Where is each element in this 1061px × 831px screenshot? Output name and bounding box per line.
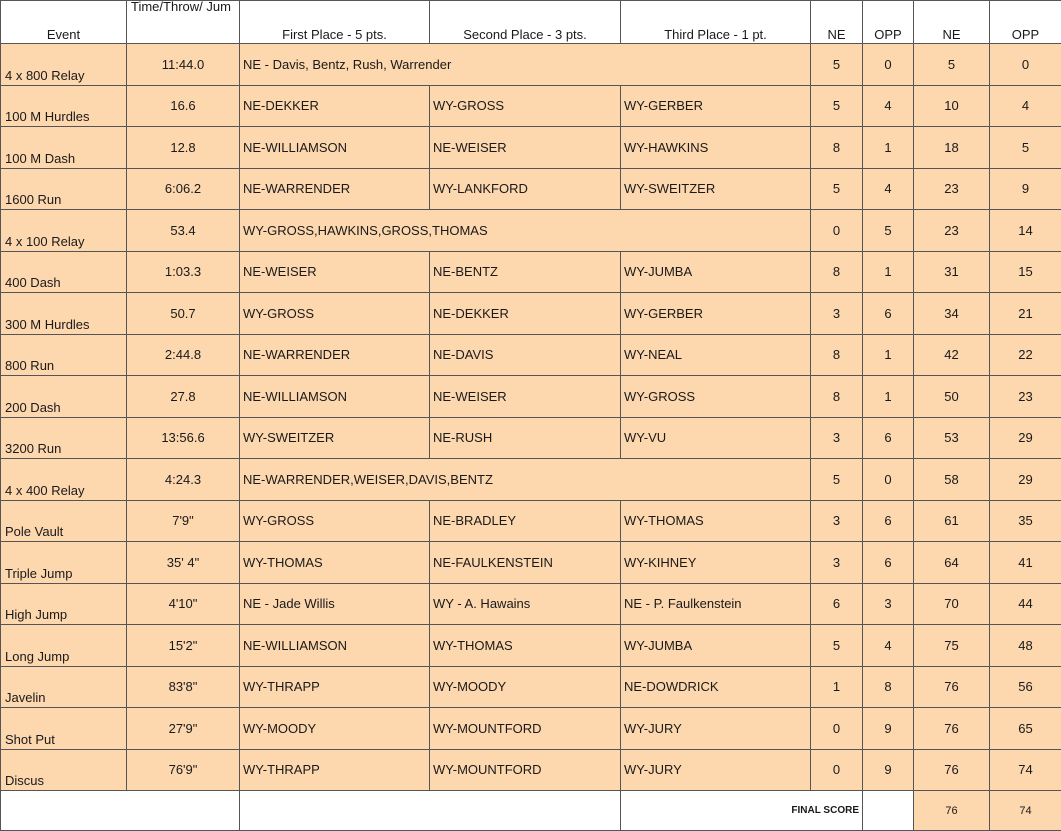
second-place: NE-BENTZ <box>430 251 621 293</box>
opp-running-total: 44 <box>990 583 1061 625</box>
event-mark: 13:56.6 <box>127 417 240 459</box>
third-place: WY-HAWKINS <box>621 127 811 169</box>
second-place: NE-RUSH <box>430 417 621 459</box>
event-mark: 27'9" <box>127 708 240 750</box>
opp-points: 9 <box>863 749 914 791</box>
opp-points: 9 <box>863 708 914 750</box>
final-score-opp: 74 <box>990 791 1061 831</box>
ne-points: 5 <box>811 85 863 127</box>
ne-running-total: 76 <box>914 749 990 791</box>
event-name: 3200 Run <box>1 417 127 459</box>
event-name: Shot Put <box>1 708 127 750</box>
opp-running-total: 41 <box>990 542 1061 584</box>
table-row <box>1 708 1061 750</box>
second-place: WY - A. Hawains <box>430 583 621 625</box>
event-name: Javelin <box>1 666 127 708</box>
ne-points: 0 <box>811 210 863 252</box>
header-third-place: Third Place - 1 pt. <box>621 1 811 44</box>
table-row <box>1 625 1061 667</box>
event-mark: 53.4 <box>127 210 240 252</box>
table-row <box>1 542 1061 584</box>
third-place: NE-DOWDRICK <box>621 666 811 708</box>
first-place: WY-MOODY <box>240 708 430 750</box>
event-name: 300 M Hurdles <box>1 293 127 335</box>
third-place: NE - P. Faulkenstein <box>621 583 811 625</box>
opp-running-total: 5 <box>990 127 1061 169</box>
opp-points: 5 <box>863 210 914 252</box>
final-blank-left <box>1 791 240 831</box>
event-mark: 16.6 <box>127 85 240 127</box>
first-place: NE-WILLIAMSON <box>240 625 430 667</box>
ne-running-total: 76 <box>914 666 990 708</box>
ne-points: 3 <box>811 417 863 459</box>
event-mark: 4:24.3 <box>127 459 240 501</box>
table-row <box>1 293 1061 335</box>
ne-running-total: 70 <box>914 583 990 625</box>
ne-running-total: 10 <box>914 85 990 127</box>
opp-running-total: 65 <box>990 708 1061 750</box>
table-row <box>1 210 1061 252</box>
ne-points: 0 <box>811 749 863 791</box>
event-name: 200 Dash <box>1 376 127 418</box>
ne-points: 1 <box>811 666 863 708</box>
third-place: WY-NEAL <box>621 334 811 376</box>
first-place: NE-WEISER <box>240 251 430 293</box>
opp-running-total: 23 <box>990 376 1061 418</box>
opp-points: 4 <box>863 85 914 127</box>
event-mark: 7'9" <box>127 500 240 542</box>
ne-running-total: 50 <box>914 376 990 418</box>
second-place: WY-MOUNTFORD <box>430 708 621 750</box>
event-mark: 1:03.3 <box>127 251 240 293</box>
opp-points: 1 <box>863 127 914 169</box>
second-place: NE-DEKKER <box>430 293 621 335</box>
event-name: High Jump <box>1 583 127 625</box>
opp-points: 0 <box>863 44 914 86</box>
event-name: 1600 Run <box>1 168 127 210</box>
table-row <box>1 376 1061 418</box>
third-place: WY-KIHNEY <box>621 542 811 584</box>
ne-points: 5 <box>811 44 863 86</box>
third-place: WY-JUMBA <box>621 251 811 293</box>
ne-points: 0 <box>811 708 863 750</box>
ne-running-total: 75 <box>914 625 990 667</box>
event-name: 4 x 800 Relay <box>1 44 127 86</box>
first-place: WY-THRAPP <box>240 666 430 708</box>
header-first-place: First Place - 5 pts. <box>240 1 430 44</box>
event-name: 100 M Hurdles <box>1 85 127 127</box>
event-mark: 83'8" <box>127 666 240 708</box>
opp-running-total: 21 <box>990 293 1061 335</box>
opp-running-total: 35 <box>990 500 1061 542</box>
table-row <box>1 666 1061 708</box>
event-name: 4 x 100 Relay <box>1 210 127 252</box>
event-mark: 15'2" <box>127 625 240 667</box>
final-score-label: FINAL SCORE <box>621 791 863 831</box>
header-ne-total: NE <box>914 1 990 44</box>
ne-points: 8 <box>811 251 863 293</box>
opp-running-total: 48 <box>990 625 1061 667</box>
table-row <box>1 459 1061 501</box>
second-place: NE-WEISER <box>430 127 621 169</box>
opp-running-total: 74 <box>990 749 1061 791</box>
opp-points: 6 <box>863 417 914 459</box>
second-place: WY-GROSS <box>430 85 621 127</box>
first-place: NE-WARRENDER <box>240 168 430 210</box>
third-place: WY-GERBER <box>621 293 811 335</box>
table-row <box>1 251 1061 293</box>
event-mark: 11:44.0 <box>127 44 240 86</box>
opp-points: 4 <box>863 625 914 667</box>
first-place: NE-WILLIAMSON <box>240 127 430 169</box>
event-name: Triple Jump <box>1 542 127 584</box>
ne-running-total: 61 <box>914 500 990 542</box>
second-place: WY-THOMAS <box>430 625 621 667</box>
first-place: NE-WARRENDER,WEISER,DAVIS,BENTZ <box>240 459 811 501</box>
event-mark: 2:44.8 <box>127 334 240 376</box>
ne-running-total: 42 <box>914 334 990 376</box>
opp-points: 0 <box>863 459 914 501</box>
final-score-row <box>1 791 1061 831</box>
header-event: Event <box>1 1 127 44</box>
event-mark: 12.8 <box>127 127 240 169</box>
first-place: WY-THRAPP <box>240 749 430 791</box>
event-mark: 4'10" <box>127 583 240 625</box>
table-row <box>1 749 1061 791</box>
first-place: NE - Davis, Bentz, Rush, Warrender <box>240 44 811 86</box>
opp-points: 6 <box>863 542 914 584</box>
opp-running-total: 9 <box>990 168 1061 210</box>
final-score-ne: 76 <box>914 791 990 831</box>
opp-points: 1 <box>863 334 914 376</box>
final-blank-middle <box>240 791 621 831</box>
header-ne-points: NE <box>811 1 863 44</box>
opp-points: 4 <box>863 168 914 210</box>
ne-points: 8 <box>811 376 863 418</box>
first-place: NE-WARRENDER <box>240 334 430 376</box>
ne-points: 5 <box>811 625 863 667</box>
opp-points: 8 <box>863 666 914 708</box>
header-opp-points: OPP <box>863 1 914 44</box>
opp-running-total: 14 <box>990 210 1061 252</box>
event-mark: 50.7 <box>127 293 240 335</box>
third-place: WY-JURY <box>621 749 811 791</box>
opp-points: 1 <box>863 376 914 418</box>
event-name: 100 M Dash <box>1 127 127 169</box>
second-place: WY-MOODY <box>430 666 621 708</box>
table-row <box>1 168 1061 210</box>
event-mark: 27.8 <box>127 376 240 418</box>
header-opp-total: OPP <box>990 1 1061 44</box>
first-place: NE-WILLIAMSON <box>240 376 430 418</box>
third-place: WY-JURY <box>621 708 811 750</box>
event-mark: 76'9" <box>127 749 240 791</box>
first-place: NE - Jade Willis <box>240 583 430 625</box>
ne-points: 5 <box>811 168 863 210</box>
first-place: WY-THOMAS <box>240 542 430 584</box>
table-row <box>1 44 1061 86</box>
opp-running-total: 22 <box>990 334 1061 376</box>
second-place: NE-WEISER <box>430 376 621 418</box>
ne-running-total: 23 <box>914 168 990 210</box>
third-place: WY-GROSS <box>621 376 811 418</box>
opp-points: 1 <box>863 251 914 293</box>
opp-running-total: 56 <box>990 666 1061 708</box>
second-place: WY-MOUNTFORD <box>430 749 621 791</box>
opp-running-total: 29 <box>990 459 1061 501</box>
first-place: WY-GROSS <box>240 293 430 335</box>
first-place: WY-GROSS,HAWKINS,GROSS,THOMAS <box>240 210 811 252</box>
header-second-place: Second Place - 3 pts. <box>430 1 621 44</box>
third-place: WY-VU <box>621 417 811 459</box>
ne-running-total: 23 <box>914 210 990 252</box>
opp-running-total: 4 <box>990 85 1061 127</box>
ne-running-total: 76 <box>914 708 990 750</box>
opp-points: 6 <box>863 293 914 335</box>
ne-running-total: 31 <box>914 251 990 293</box>
third-place: WY-SWEITZER <box>621 168 811 210</box>
table-row <box>1 417 1061 459</box>
event-name: Long Jump <box>1 625 127 667</box>
ne-running-total: 64 <box>914 542 990 584</box>
ne-running-total: 53 <box>914 417 990 459</box>
event-name: Discus <box>1 749 127 791</box>
first-place: WY-SWEITZER <box>240 417 430 459</box>
third-place: WY-JUMBA <box>621 625 811 667</box>
ne-running-total: 34 <box>914 293 990 335</box>
ne-running-total: 5 <box>914 44 990 86</box>
table-row <box>1 334 1061 376</box>
opp-points: 3 <box>863 583 914 625</box>
ne-points: 8 <box>811 127 863 169</box>
ne-points: 5 <box>811 459 863 501</box>
second-place: NE-DAVIS <box>430 334 621 376</box>
ne-points: 3 <box>811 293 863 335</box>
ne-running-total: 18 <box>914 127 990 169</box>
table-row <box>1 583 1061 625</box>
header-time-label: Time/Throw/ Jum <box>131 1 231 15</box>
opp-running-total: 0 <box>990 44 1061 86</box>
table-row <box>1 127 1061 169</box>
opp-running-total: 15 <box>990 251 1061 293</box>
event-name: 4 x 400 Relay <box>1 459 127 501</box>
event-mark: 6:06.2 <box>127 168 240 210</box>
event-name: Pole Vault <box>1 500 127 542</box>
header-row <box>1 1 1061 44</box>
event-mark: 35' 4" <box>127 542 240 584</box>
event-name: 800 Run <box>1 334 127 376</box>
ne-points: 8 <box>811 334 863 376</box>
ne-points: 3 <box>811 542 863 584</box>
ne-points: 6 <box>811 583 863 625</box>
opp-running-total: 29 <box>990 417 1061 459</box>
opp-points: 6 <box>863 500 914 542</box>
table-row <box>1 500 1061 542</box>
third-place: WY-THOMAS <box>621 500 811 542</box>
first-place: NE-DEKKER <box>240 85 430 127</box>
second-place: NE-BRADLEY <box>430 500 621 542</box>
second-place: NE-FAULKENSTEIN <box>430 542 621 584</box>
first-place: WY-GROSS <box>240 500 430 542</box>
third-place: WY-GERBER <box>621 85 811 127</box>
final-blank-right <box>863 791 914 831</box>
ne-running-total: 58 <box>914 459 990 501</box>
ne-points: 3 <box>811 500 863 542</box>
header-time <box>127 1 240 44</box>
second-place: WY-LANKFORD <box>430 168 621 210</box>
event-name: 400 Dash <box>1 251 127 293</box>
table-row <box>1 85 1061 127</box>
